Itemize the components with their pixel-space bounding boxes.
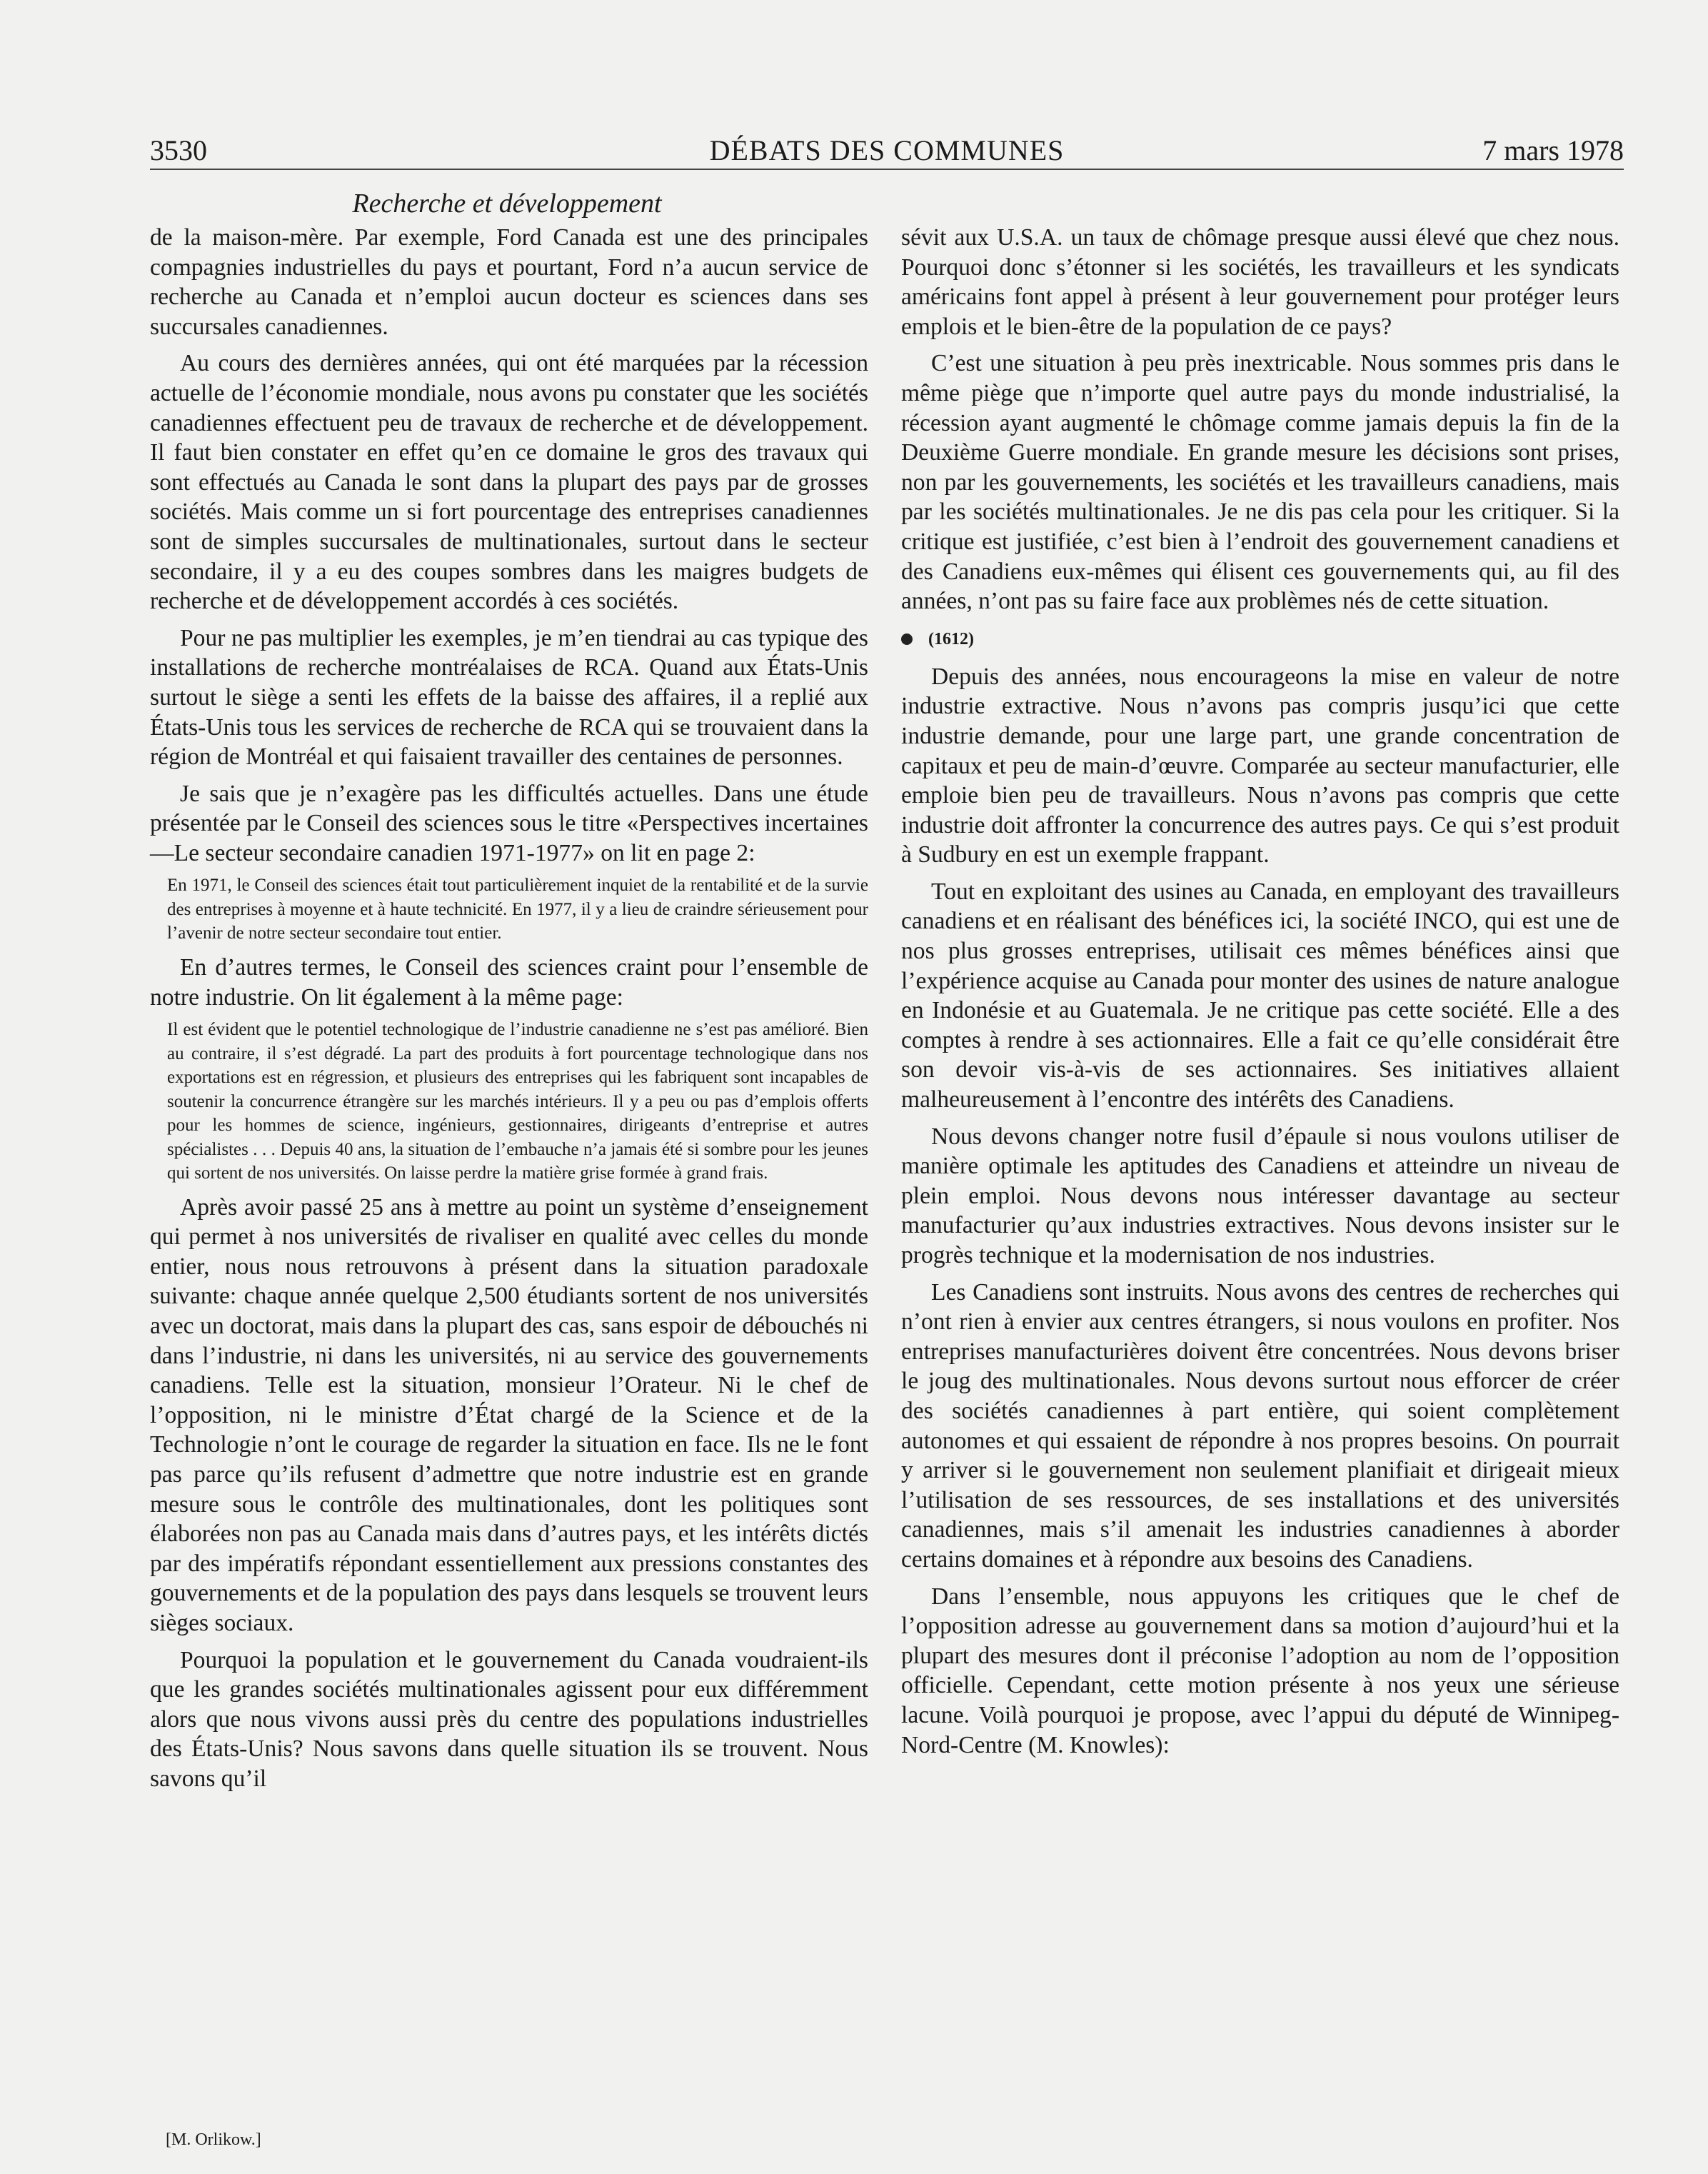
time-marker <box>901 626 1619 652</box>
paragraph: Au cours des dernières années, qui ont été marquées par la récession actuelle de l’économie mondiale, nous avons pu constater que les sociétés canadiennes effectuent peu de travaux de recherche et de développement. Il faut bien constater en effet qu’en ce domaine le gros des travaux qui sont effectués au Canada le sont dans la plupart des pays par de grosses sociétés. Mais comme un si fort pourcentage des entreprises canadiennes sont de simples succursales de multinationales, surtout dans le secteur secondaire, il y a eu des coupes sombres dans les maigres budgets de recherche et de développement accordés à ces sociétés. <box>150 350 868 615</box>
publication-date: 7 mars 1978 <box>1482 134 1624 166</box>
paragraph: sévit aux U.S.A. un taux de chômage presque aussi élevé que chez nous. Pourquoi donc s’étonner si les sociétés, les travailleurs et les syndicats américains font appel à présent à leur gouvernement pour protéger leurs emplois et le bien-être de la population de ce pays? <box>901 224 1619 340</box>
publication-title: DÉBATS DES COMMUNES <box>709 134 1065 166</box>
paragraph: Après avoir passé 25 ans à mettre au point un système d’enseignement qui permet à nos universités de rivaliser en qualité avec celles du monde entier, nous nous retrouvons à présent dans la situation paradoxale suivante: chaque année quelque 2,500 étudiants sortent de nos universités avec un doctorat, mais dans la plupart des cas, sans espoir de débouchés ni dans l’industrie, ni dans les universités, ni au service des gouvernements canadiens. Telle est la situation, monsieur l’Orateur. Ni le chef de l’opposition, ni le ministre d’État chargé de la Science et de la Technologie n’ont le courage de regarder la situation en face. Ils ne le font pas parce qu’ils refusent d’admettre que notre industrie est en grande mesure sous le contrôle des multinationales, dont les politiques sont élaborées non pas au Canada mais dans d’autres pays, et les intérêts dictés par des impératifs répondant essentiellement aux pressions constantes des gouvernements et de la population des pays dans lesquels se trouvent leurs sièges sociaux. <box>150 1193 868 1636</box>
paragraph: de la maison-mère. Par exemple, Ford Canada est une des principales compagnies industrielles du pays et pourtant, Ford n’a aucun service de recherche au Canada et n’emploi aucun docteur es sciences dans ses succursales canadiennes. <box>150 224 868 340</box>
header-rule <box>150 169 1624 170</box>
page-header <box>150 131 1624 171</box>
section-heading: Recherche et développement <box>352 189 662 219</box>
paragraph: En d’autres termes, le Conseil des sciences craint pour l’ensemble de notre industrie. On lit également à la même page: <box>150 953 868 1011</box>
paragraph: Les Canadiens sont instruits. Nous avons des centres de recherches qui n’ont rien à envier aux centres étrangers, si nous voulons en profiter. Nos entreprises manufacturières doivent être concentrées. Nous devons briser le joug des multinationales. Nous devons surtout nous efforcer de créer des sociétés canadiennes à part entière, qui soient complètement autonomes et qui essaient de répondre à nos propres besoins. On pourrait y arriver si le gouvernement non seulement planifiait et dirigeait mieux l’utilisation de ses ressources, de ses installations et des universités canadiennes, mais s’il amenait les industries canadiennes à aborder certains domaines et à répondre aux besoins des Canadiens. <box>901 1278 1619 1573</box>
block-quote: Il est évident que le potentiel technologique de l’industrie canadienne ne s’est pas amélioré. Bien au contraire, il s’est dégradé. La part des produits à fort pourcentage technologique dans nos exportations est en régression, et plusieurs des entreprises qui les fabriquent sont incapables de soutenir la concurrence étrangère sur les marchés intérieurs. Il y a peu ou pas d’emplois offerts pour les hommes de science, ingénieurs, gestionnaires, dirigeants d’entreprise et autres spécialistes . . . Depuis 40 ans, la situation de l’embauche n’a jamais été si sombre pour les jeunes qui sortent de nos universités. On laisse perdre la matière grise formée à grand frais. <box>167 1020 868 1183</box>
paragraph: Depuis des années, nous encourageons la mise en valeur de notre industrie extractive. Nous n’avons pas compris jusqu’ici que cette industrie demande, pour une large part, une grande concentration de capitaux et peu de main-d’œuvre. Comparée au secteur manufacturier, elle emploie bien peu de travailleurs. Nous n’avons pas compris que cette industrie doit affronter la concurrence des autres pays. Ce qui s’est produit à Sudbury en est un exemple frappant. <box>901 663 1619 868</box>
paragraph: Pourquoi la population et le gouvernement du Canada voudraient-ils que les grandes sociétés multinationales agissent pour eux différemment alors que nous vivons aussi près du centre des populations industrielles des États-Unis? Nous savons dans quelle situation ils se trouvent. Nous savons qu’il <box>150 1646 868 1792</box>
paragraph: Dans l’ensemble, nous appuyons les critiques que le chef de l’opposition adresse au gouvernement dans sa motion d’aujourd’hui et la plupart des mesures dont il préconise l’adoption au nom de l’opposition officielle. Cependant, cette motion présente à nos yeux une sérieuse lacune. Voilà pourquoi je propose, avec l’appui du député de Winnipeg-Nord-Centre (M. Knowles): <box>901 1583 1619 1758</box>
page-number: 3530 <box>150 134 207 166</box>
paragraph: Pour ne pas multiplier les exemples, je m’en tiendrai au cas typique des installations de recherche montréalaises de RCA. Quand aux États-Unis surtout le siège a senti les effets de la baisse des affaires, il a replié aux États-Unis tous les services de recherche de RCA qui se trouvaient dans la région de Montréal et qui faisaient travailler des centaines de personnes. <box>150 624 868 771</box>
paragraph: Je sais que je n’exagère pas les difficultés actuelles. Dans une étude présentée par le Conseil des sciences sous le titre «Perspectives incertaines—Le secteur secondaire canadien 1971-1977» on lit en page 2: <box>150 780 868 866</box>
paragraph: Nous devons changer notre fusil d’épaule si nous voulons utiliser de manière optimale les aptitudes des Canadiens et atteindre un niveau de plein emploi. Nous devons nous intéresser davantage au secteur manufacturier qu’aux industries extractives. Nous devons insister sur le progrès technique et la modernisation de nos industries. <box>901 1123 1619 1268</box>
block-quote: En 1971, le Conseil des sciences était tout particulièrement inquiet de la rentabilité et de la survie des entreprises à moyenne et à haute technicité. En 1977, il y a lieu de craindre sérieusement pour l’avenir de notre secteur secondaire tout entier. <box>167 876 868 943</box>
right-column <box>901 223 1619 1760</box>
paragraph: C’est une situation à peu près inextricable. Nous sommes pris dans le même piège que n’importe quel autre pays du monde industrialisé, la récession ayant augmenté le chômage comme jamais depuis la fin de la Deuxième Guerre mondiale. En grande mesure les décisions sont prises, non par les gouvernements, les sociétés et les travailleurs canadiens, mais par les sociétés multinationales. Je ne dis pas cela pour les critiquer. Si la critique est justifiée, c’est bien à l’endroit des gouvernement canadiens et des Canadiens eux-mêmes qui élisent ces gouvernements qui, au fil des années, n’ont pas su faire face aux problèmes nés de cette situation. <box>901 350 1619 615</box>
time-marker-label: (1612) <box>928 629 974 648</box>
paragraph: Tout en exploitant des usines au Canada, en employant des travailleurs canadiens et en réalisant des bénéfices ici, la société INCO, qui est une de nos plus grosses entreprises, utilisait ces mêmes bénéfices ainsi que l’expérience acquise au Canada pour monter des usines de nature analogue en Indonésie et au Guatemala. Je ne critique pas cette société. Elle a des comptes à rendre à ses actionnaires. Elle a fait ce qu’elle considérait être son devoir vis-à-vis de ses actionnaires. Ses initiatives allaient malheureusement à l’encontre des intérêts des Canadiens. <box>901 878 1619 1113</box>
left-column <box>150 223 868 1794</box>
speaker-tag: [M. Orlikow.] <box>166 2130 261 2149</box>
bullet-icon <box>901 633 913 645</box>
